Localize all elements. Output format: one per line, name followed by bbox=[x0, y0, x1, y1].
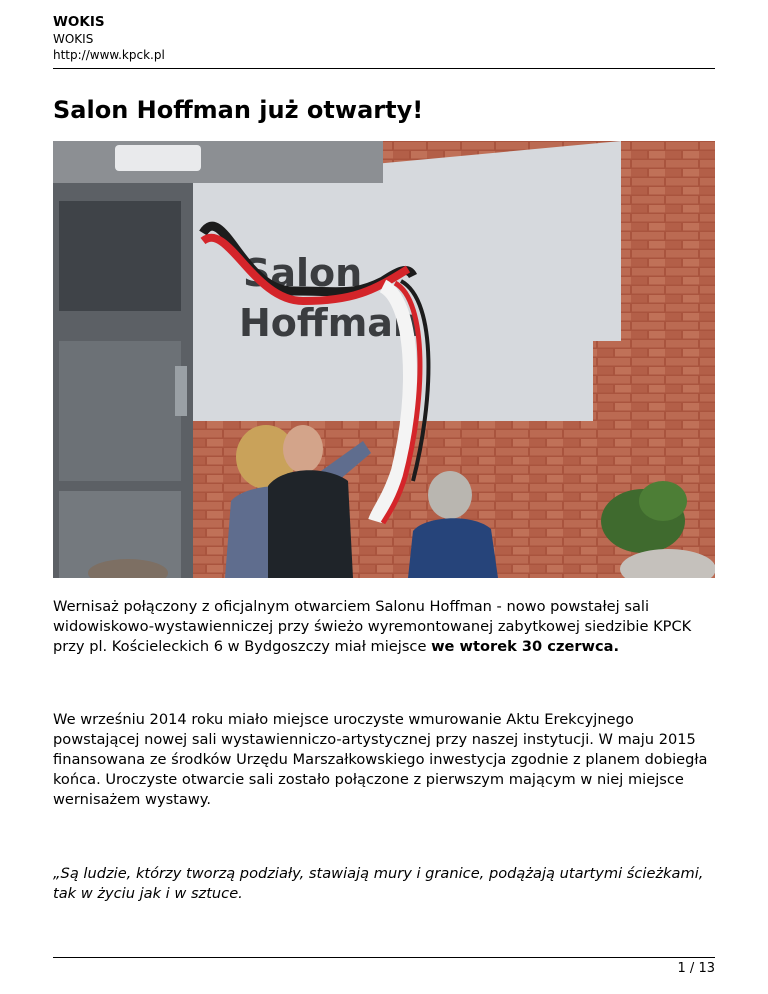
quote-paragraph: „Są ludzie, którzy tworzą podziały, stawiają mury i granice, podążają utartymi ścieżkami, tak w życiu jak i w sztuce. bbox=[53, 865, 704, 902]
sign-text-salon: Salon bbox=[243, 251, 363, 295]
site-name: WOKIS bbox=[53, 14, 105, 30]
paragraph-history: We wrześniu 2014 roku miało miejsce uroczyste wmurowanie Aktu Erekcyjnego powstającej nowej sali wystawienniczo-artystycznej przy naszej instytucji. W maju 2015 finansowana ze środków Urzędu Marszałkowskiego inwestycja zgodnie z planem dobiegła końca. Uroczyste otwarcie sali zostało połączone z pierwszym mającym w niej miejsce wernisażem wystawy. bbox=[53, 711, 708, 808]
article-title: Salon Hoffman już otwarty! bbox=[53, 96, 424, 124]
sign-text-hoffman: Hoffman bbox=[239, 301, 420, 345]
page-number: 1 / 13 bbox=[677, 961, 715, 976]
header-divider bbox=[53, 68, 715, 69]
event-date: we wtorek 30 czerwca. bbox=[431, 638, 620, 655]
paragraph-opening bbox=[53, 597, 721, 657]
site-subtitle: WOKIS bbox=[53, 32, 94, 46]
article-photo bbox=[53, 141, 715, 578]
paragraph-opening-text: Wernisaż połączony z oficjalnym otwarciem Salonu Hoffman - nowo powstałej sali widowiskowo-wystawienniczej przy świeżo wyremontowanej zabytkowej siedzibie KPCK przy pl. Kościeleckich 6 w Bydgoszczy miał miejsce bbox=[53, 598, 692, 655]
site-url[interactable]: http://www.kpck.pl bbox=[53, 48, 165, 62]
footer-divider bbox=[53, 957, 715, 958]
document-header bbox=[53, 14, 715, 63]
